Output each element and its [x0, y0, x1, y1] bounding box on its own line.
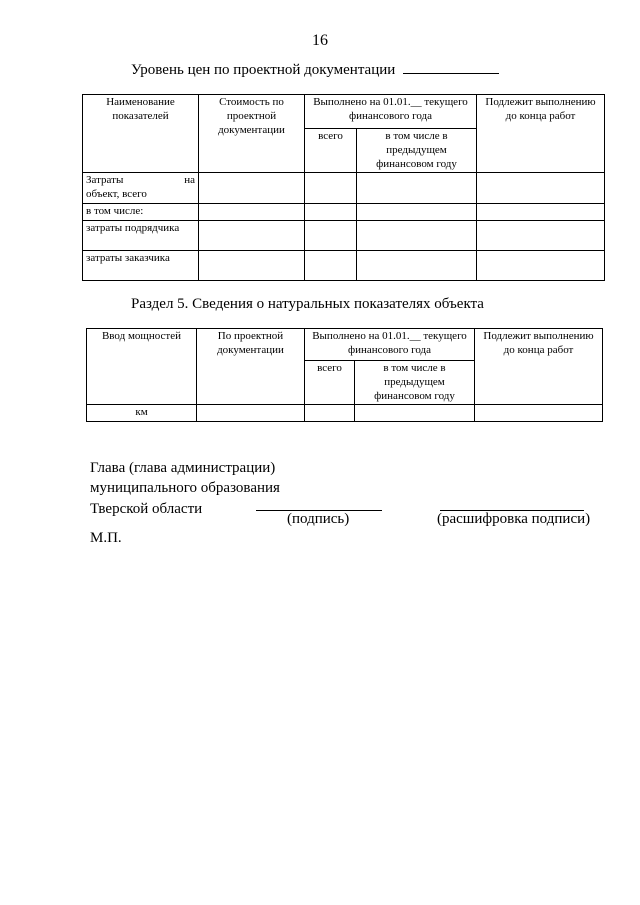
header-name: Наименование показателей — [83, 95, 199, 173]
header-remaining-2: Подлежит выполнению до конца работ — [475, 329, 603, 405]
cell — [305, 405, 355, 422]
header-project: По проектной документации — [197, 329, 305, 405]
row-customer-costs: затраты заказчика — [83, 250, 199, 280]
cell — [477, 250, 605, 280]
cell — [357, 250, 477, 280]
cell — [305, 250, 357, 280]
header-total-2: всего — [305, 361, 355, 405]
table-row — [87, 405, 603, 422]
row-total-costs-line2: объект, всего — [86, 188, 147, 200]
signatory-line3: Тверской области — [90, 500, 203, 517]
signature-caption: (подпись) — [287, 511, 350, 527]
table-row — [83, 250, 605, 280]
price-level-heading — [131, 62, 499, 79]
cell — [357, 173, 477, 204]
cell — [357, 203, 477, 220]
header-done: Выполнено на 01.01.__ текущего финансового года — [305, 95, 477, 129]
header-cost: Стоимость по проектной документации — [199, 95, 305, 173]
signatory-title — [90, 458, 280, 519]
cost-table — [82, 94, 605, 281]
cell — [305, 203, 357, 220]
table-row — [83, 203, 605, 220]
table-row — [83, 220, 605, 250]
price-level-blank — [403, 73, 499, 74]
signatory-line2: муниципального образования — [90, 480, 280, 497]
signature-decode-caption: (расшифровка подписи) — [437, 511, 591, 527]
cell — [197, 405, 305, 422]
cell — [477, 203, 605, 220]
row-contractor-costs: затраты подрядчика — [83, 220, 199, 250]
header-prev-2: в том числе в предыдущем финансовом году — [355, 361, 475, 405]
cell — [475, 405, 603, 422]
table-row — [83, 173, 605, 204]
cell — [357, 220, 477, 250]
capacity-table — [86, 328, 603, 422]
cell — [199, 203, 305, 220]
header-input: Ввод мощностей — [87, 329, 197, 405]
row-total-costs — [83, 173, 199, 204]
header-remaining: Подлежит выполнению до конца работ — [477, 95, 605, 173]
header-done-2: Выполнено на 01.01.__ текущего финансового года — [305, 329, 475, 361]
stamp-place: М.П. — [90, 530, 122, 546]
cell — [477, 173, 605, 204]
cell — [477, 220, 605, 250]
price-level-label: Уровень цен по проектной документации — [131, 62, 396, 78]
row-total-costs-word2: на — [184, 174, 195, 187]
section5-title: Раздел 5. Сведения о натуральных показателях объекта — [131, 296, 484, 312]
cell — [199, 173, 305, 204]
cell — [199, 250, 305, 280]
row-unit-km: км — [87, 405, 197, 422]
row-including: в том числе: — [83, 203, 199, 220]
cell — [305, 173, 357, 204]
signatory-line1: Глава (глава администрации) — [90, 460, 276, 476]
cell — [355, 405, 475, 422]
page-number: 16 — [312, 32, 328, 49]
cell — [199, 220, 305, 250]
cell — [305, 220, 357, 250]
row-total-costs-word1: Затраты — [86, 174, 124, 187]
header-total: всего — [305, 129, 357, 173]
header-prev: в том числе в предыдущем финансовом году — [357, 129, 477, 173]
